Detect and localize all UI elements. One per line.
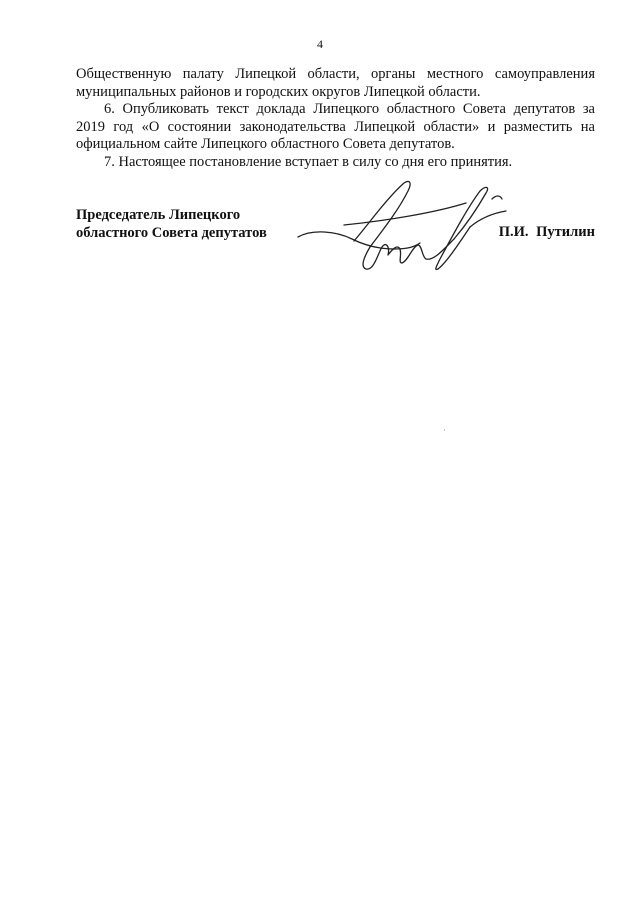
signer-position-line: Председатель Липецкого	[76, 207, 241, 223]
signer-name: П.И. Путилин	[498, 224, 595, 240]
signer-position-line: областного Совета депутатов	[76, 224, 267, 241]
handwritten-signature	[294, 177, 509, 277]
page-number: 4	[317, 37, 323, 51]
paragraph-line: муниципальных районов и городских округов Липецкой области.	[76, 83, 481, 100]
document-body	[76, 66, 595, 171]
signature-block	[76, 207, 595, 277]
paragraph-item-7: 7. Настоящее постановление вступает в силу со дня его принятия.	[104, 153, 513, 170]
paragraph-item-6: 6. Опубликовать текст доклада Липецкого областного Совета депутатов за 2019 год «О состоянии законодательства Липецкой области» и разместить на официальном сайте Липецкого областного Совета депутатов.	[76, 101, 595, 152]
scan-artifact	[444, 429, 445, 431]
paragraph-line: Общественную палату Липецкой области, органы местного самоуправления	[76, 66, 595, 82]
signer-position	[76, 207, 267, 242]
paragraph-continuation	[76, 66, 595, 101]
